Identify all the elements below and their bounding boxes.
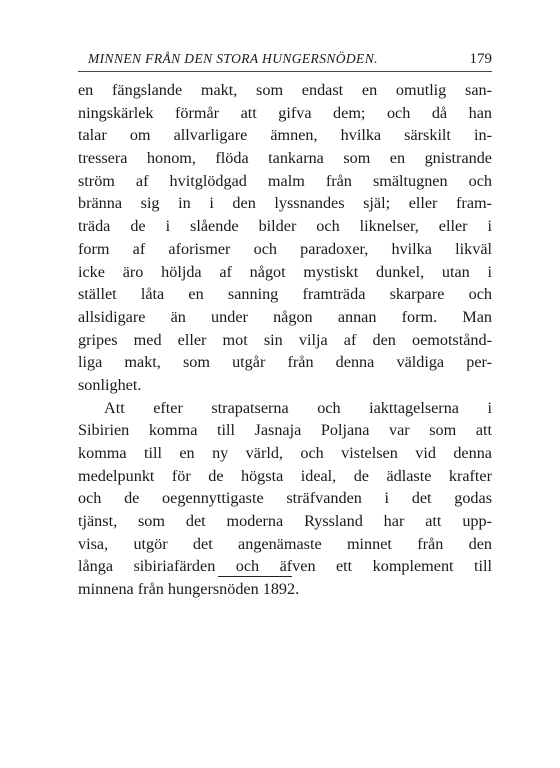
body-text	[78, 79, 492, 601]
running-title: MINNEN FRÅN DEN STORA HUNGERSNÖDEN.	[88, 51, 378, 66]
text-line: och de oegennyttigaste sträfvanden i det godas	[78, 489, 492, 508]
page-number: 179	[469, 51, 492, 67]
text-line: en fängslande makt, som endast en omutlig san-	[78, 81, 492, 99]
text-line: visa, utgör det angenämaste minnet från den	[78, 534, 492, 553]
text-line: stället låta en sanning framträda skarpare och	[78, 285, 492, 304]
section-end-rule	[218, 576, 292, 577]
text-line: träda de i slående bilder och liknelser, eller i	[78, 217, 492, 236]
running-head	[78, 49, 492, 69]
header-rule	[78, 71, 492, 72]
paragraph	[78, 79, 492, 397]
text-line: gripes med eller mot sin vilja af den oemotstånd-	[78, 330, 492, 349]
text-line: medelpunkt för de högsta ideal, de ädlaste krafter	[78, 466, 492, 485]
text-line: komma till en ny värld, och vistelsen vid denna	[78, 444, 492, 462]
text-line: bränna sig in i den lyssnandes själ; eller fram-	[78, 194, 492, 213]
text-line: långa sibiriafärden och äfven ett komplement till	[78, 557, 492, 576]
text-line: allsidigare än under någon annan form. Man	[78, 307, 492, 326]
text-line: Sibirien komma till Jasnaja Poljana var som att	[78, 421, 492, 440]
text-line: ningskärlek förmår att gifva dem; och då han	[78, 103, 492, 122]
text-line: sonlighet.	[78, 375, 142, 394]
text-line: minnena från hungersnöden 1892.	[78, 580, 300, 599]
text-line: ström af hvitglödgad malm från smältugnen och	[78, 171, 492, 190]
text-line: tressera honom, flöda tankarna som en gnistrande	[78, 149, 492, 168]
text-line: talar om allvarligare ämnen, hvilka särskilt in-	[78, 126, 492, 145]
text-line: tjänst, som det moderna Ryssland har att upp-	[78, 512, 492, 531]
text-line: Att efter strapatserna och iakttagelserna i	[104, 398, 492, 417]
text-line: icke äro höljda af något mystiskt dunkel, utan i	[78, 262, 492, 281]
text-line: form af aforismer och paradoxer, hvilka likväl	[78, 239, 492, 258]
paragraph	[78, 397, 492, 601]
text-line: liga makt, som utgår från denna väldiga per-	[78, 353, 492, 372]
